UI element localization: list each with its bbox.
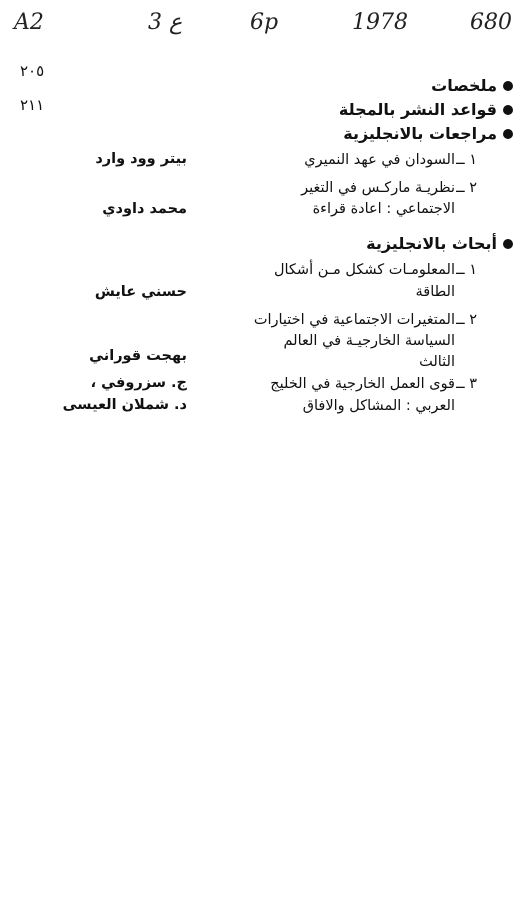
entry-title-line: الثالث xyxy=(419,354,455,370)
review-entry-2 xyxy=(0,178,527,228)
review-entry-1 xyxy=(0,150,527,180)
entry-title-line: نظريـة ماركـس في التغير xyxy=(301,180,455,196)
handwritten-note-4: 1978 xyxy=(352,10,408,35)
handwritten-note-2: 3 ع xyxy=(148,10,183,35)
bullet-icon xyxy=(503,129,513,139)
author-name: بهجت قوراني xyxy=(89,348,187,364)
handwritten-note-5: 680 xyxy=(470,10,512,35)
handwritten-note-3: 6p xyxy=(250,10,279,35)
author-name: د. شملان العيسى xyxy=(62,397,187,413)
entry-number: ٣ ــ xyxy=(456,376,477,392)
entry-number: ١ ــ xyxy=(456,152,477,168)
research-entry-2 xyxy=(0,310,527,380)
research-entry-1 xyxy=(0,260,527,310)
section-summaries xyxy=(431,76,513,95)
entry-title-line: السياسة الخارجيـة في العالم xyxy=(283,333,455,349)
entry-title-line: السودان في عهد النميري xyxy=(304,152,455,168)
entry-title-line: المتغيرات الاجتماعية في اختيارات xyxy=(253,312,455,328)
author-name: بيتر وود وارد xyxy=(95,151,187,167)
section-label: قواعد النشر بالمجلة xyxy=(338,100,497,119)
entry-title-line: المعلومـات كشكل مـن أشكال xyxy=(273,262,455,278)
entry-number: ٢ ــ xyxy=(456,312,477,328)
entry-title-line: قوى العمل الخارجية في الخليج xyxy=(270,376,455,392)
entry-number: ٢ ــ xyxy=(456,180,477,196)
author-name: ج. سزروفي ، xyxy=(90,375,187,391)
page-number-rules: ٢١١ xyxy=(20,96,45,114)
bullet-icon xyxy=(503,105,513,115)
section-english-research xyxy=(366,234,513,253)
handwritten-note-1: A2 xyxy=(14,10,44,35)
section-label: ملخصات xyxy=(431,76,497,95)
bullet-icon xyxy=(503,81,513,91)
entry-title-line: الاجتماعي : اعادة قراءة xyxy=(312,201,455,217)
section-label: مراجعات بالانجليزية xyxy=(343,124,497,143)
author-name: محمد داودي xyxy=(102,201,187,217)
bullet-icon xyxy=(503,239,513,249)
entry-title-line: الطاقة xyxy=(415,284,455,300)
section-publishing-rules xyxy=(339,100,513,119)
page-number-summaries: ٢٠٥ xyxy=(20,62,45,80)
entry-title-line: العربي : المشاكل والافاق xyxy=(302,398,455,414)
author-name: حسني عايش xyxy=(94,284,187,300)
section-label: أبحاث بالانجليزية xyxy=(366,234,497,253)
section-english-reviews xyxy=(343,124,513,143)
entry-number: ١ ــ xyxy=(456,262,477,278)
